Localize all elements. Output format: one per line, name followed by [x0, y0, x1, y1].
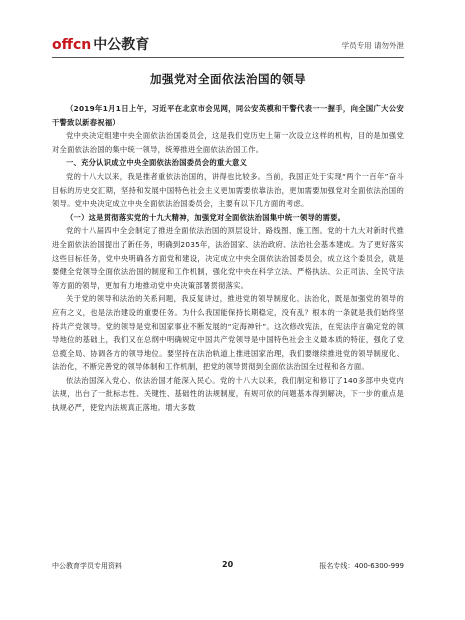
header-divider: [52, 57, 404, 58]
logo-latin: offcn: [52, 37, 92, 53]
body-paragraph: 关于党的领导和法治的关系问题，我反复讲过，推进党的领导制度化、法治化，既是加强党的领导的应有之义，也是法治建设的重要任务。为什么我国能保持长期稳定，没有乱？根本的一条就是我们始终坚持共产党领导。党的领导是党和国家事业不断发展的“定海神针”。这次修改宪法，在宪法序言确定党的领导地位的基础上，我们又在总纲中明确规定中国共产党领导是中国特色社会主义最本质的特征，强化了党总揽全局、协调各方的领导地位。要坚持在法治轨道上推进国家治理，我们要继续推进党的领导制度化、法治化，不断完善党的领导体制和工作机制，把党的领导贯彻到全面依法治国全过程和各方面。: [52, 294, 404, 372]
offcn-logo: [52, 36, 149, 54]
body-paragraph: 党的十八届四中全会制定了推进全面依法治国的顶层设计、路线图、施工图。党的十九大对新时代推进全面依法治国提出了新任务，明确到2035年，法治国家、法治政府、法治社会基本建成。为了更好落实这些目标任务，党中央明确各方面党和建设，决定成立中央全面依法治国委员会，成立这个委员会，就是要健全党领导全面依法治国的制度和工作机制，强化党中央在科学立法、严格执法、公正司法、全民守法等方面的领导，更加有力地推动党中央决策部署贯彻落实。: [52, 226, 404, 290]
body-paragraph: 依法治国深入党心、依法治国才能深入民心。党的十八大以来，我们制定和修订了140多部中央党内法规，出台了一批标志性、关键性、基础性的法规制度，有规可依的问题基本得到解决，下一步的重点是执规必严，使党内法规真正落地。增大多数: [52, 375, 404, 413]
footer-label: 中公教育学员专用资料: [52, 562, 122, 570]
page-number: 20: [222, 560, 234, 569]
body-paragraph: 党中央决定组建中央全面依法治国委员会，这是我们党历史上第一次设立这样的机构，目的是加强党对全面依法治国的集中统一领导，统筹推进全面依法治国工作。: [52, 131, 404, 154]
document-title: 加强党对全面依法治国的领导: [150, 72, 306, 86]
document-body: [52, 102, 404, 415]
section-heading: 一、充分认识成立中央全面依法治国委员会的重大意义: [66, 158, 248, 168]
header-tagline: 学员专用 请勿外泄: [341, 41, 404, 50]
subsection-heading: （一）这是贯彻落实党的十九大精神，加强党对全面依法治国集中统一领导的需要。: [66, 212, 346, 222]
footer-hotline: 报名专线：400-6300-999: [319, 562, 404, 570]
intro-caption: （2019年1月1日上午，习近平在北京市会见网，同公安英模和干警代表一一握手，向全国广大公安干警致以新春祝福）: [52, 104, 404, 127]
logo-cn: 中公教育: [93, 37, 150, 53]
page-header: [52, 36, 404, 58]
page-footer: [52, 561, 404, 573]
body-paragraph: 党的十八大以来，我是推者重依法治国的，讲得也比较多。当前，我国正处于实现“两个一百年”奋斗目标的历史交汇期，坚持和发展中国特色社会主义更加需要依靠法治，更加需要加强党对全面依法治国的领导。党中央决定成立中央全面依法治国委员会，主要有以下几方面的考虑。: [52, 171, 404, 209]
